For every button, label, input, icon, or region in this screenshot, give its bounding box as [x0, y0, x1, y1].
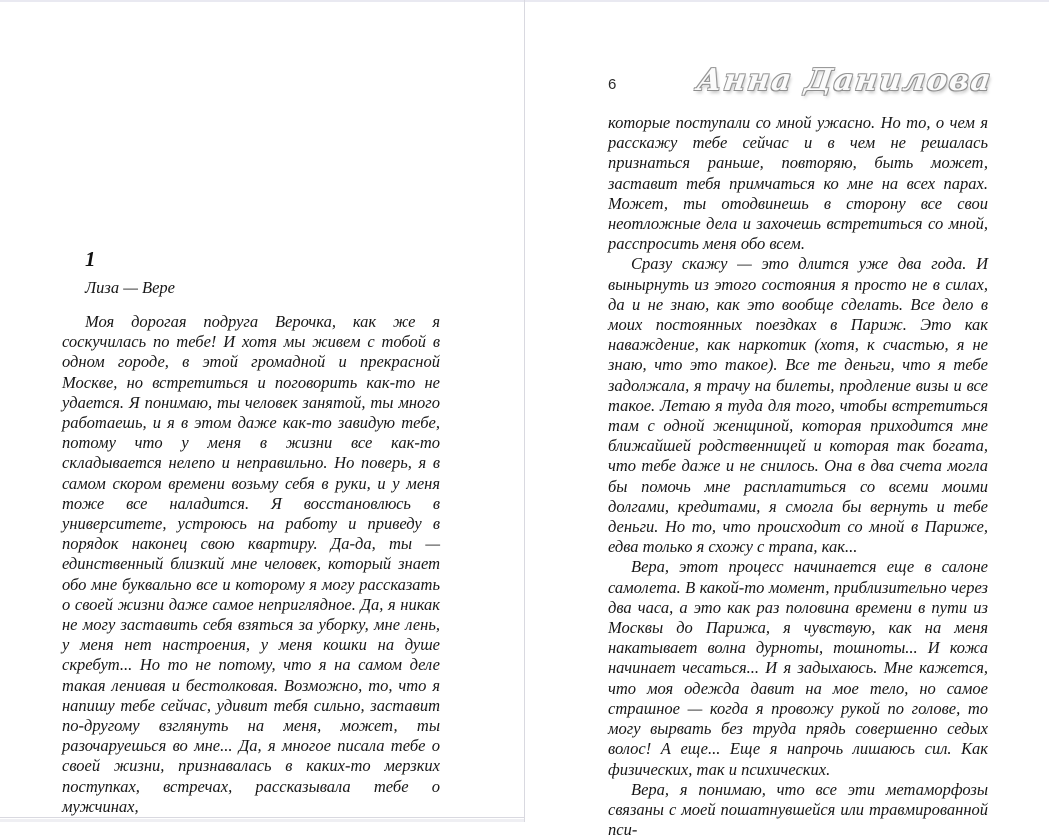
page-number: 6	[608, 75, 617, 93]
chapter-number: 1	[85, 247, 96, 271]
body-paragraph: Моя дорогая подруга Верочка, как же я соскучилась по тебе! И хотя мы живем с тобой в одном городе, в этой громадной и прекрасной Москве, но встретиться и поговорить как-то не удается. Я понимаю, ты человек занятой, ты много работаешь, и я в этом даже как-то завидую тебе, потому что у меня в жизни все как-то складывается нелепо и неправильно. Но поверь, я в самом скором времени возьму себя в руки, и у меня тоже все наладится. Я восстановлюсь в университете, устроюсь на работу и приведу в порядок наконец свою квартиру. Да-да, ты — единственный близкий мне человек, который знает обо мне буквально все и которому я могу рассказать о своей жизни даже самое неприглядное. Да, я никак не могу заставить себя взяться за уборку, мне лень, у меня нет настроения, у меня кошки на душе скребут... Но то не потому, что я на самом деле такая ленивая и бестолковая. Возможно, то, что я напишу тебе сейчас, удивит тебя сильно, заставит по-другому взглянуть на меня, может, ты разочаруешься во мне... Да, я многое писала тебе о своей жизни, признавалась в каких-то мерзких поступках, встречах, рассказывала тебе о мужчинах,	[62, 312, 440, 816]
left-page[interactable]	[0, 0, 524, 818]
left-page-body	[62, 312, 440, 817]
body-paragraph: которые поступали со мной ужасно. Но то, о чем я расскажу тебе сейчас и в чем не решалась признаться раньше, повторяю, быть может, заставит тебя примчаться ко мне на всех парах. Может, ты отодвинешь в сторону все свои неотложные дела и захочешь встретиться со мной, расспросить меня обо всем.	[608, 113, 988, 254]
body-paragraph: Сразу скажу — это длится уже два года. И вынырнуть из этого состояния я просто не в силах, да и не знаю, как это вообще сделать. Все дело в моих постоянных поездках в Париж. Это как наваждение, как наркотик (хотя, к счастью, я не знаю, что это такое). Все те деньги, что я тебе задолжала, я трачу на билеты, продление визы и все такое. Летаю я туда для того, чтобы встретиться там с одной женщиной, которая приходится мне ближайшей родственницей и которая так богата, что тебе даже и не снилось. Она в два счета могла бы помочь мне расплатиться со всеми моими долгами, кредитами, я смогла бы вернуть и тебе деньги. Но то, что происходит со мной в Париже, едва только я схожу с трапа, как...	[608, 254, 988, 557]
right-page-header	[608, 55, 995, 100]
chapter-subtitle: Лиза — Вере	[85, 278, 176, 297]
right-page[interactable]	[525, 0, 1049, 840]
body-paragraph: Вера, этот процесс начинается еще в салоне самолета. В какой-то момент, приблизительно через два часа, а это как раз половина времени в пути из Москвы до Парижа, я чувствую, как на меня накатывает волна дурноты, тошноты... И кожа начинает чесаться... И я задыхаюсь. Мне кажется, что моя одежда давит на мое тело, но самое страшное — когда я провожу рукой по голове, то могу вырвать без труда прядь совершенно седых волос! А еще... Еще я напрочь лишаюсь сил. Как физических, так и психических.	[608, 557, 988, 779]
body-paragraph: Вера, я понимаю, что все эти метаморфозы связаны с моей пошатнувшейся или травмированной пси-	[608, 779, 988, 840]
right-page-body	[608, 113, 988, 840]
author-signature: Анна Данилова	[695, 63, 995, 98]
